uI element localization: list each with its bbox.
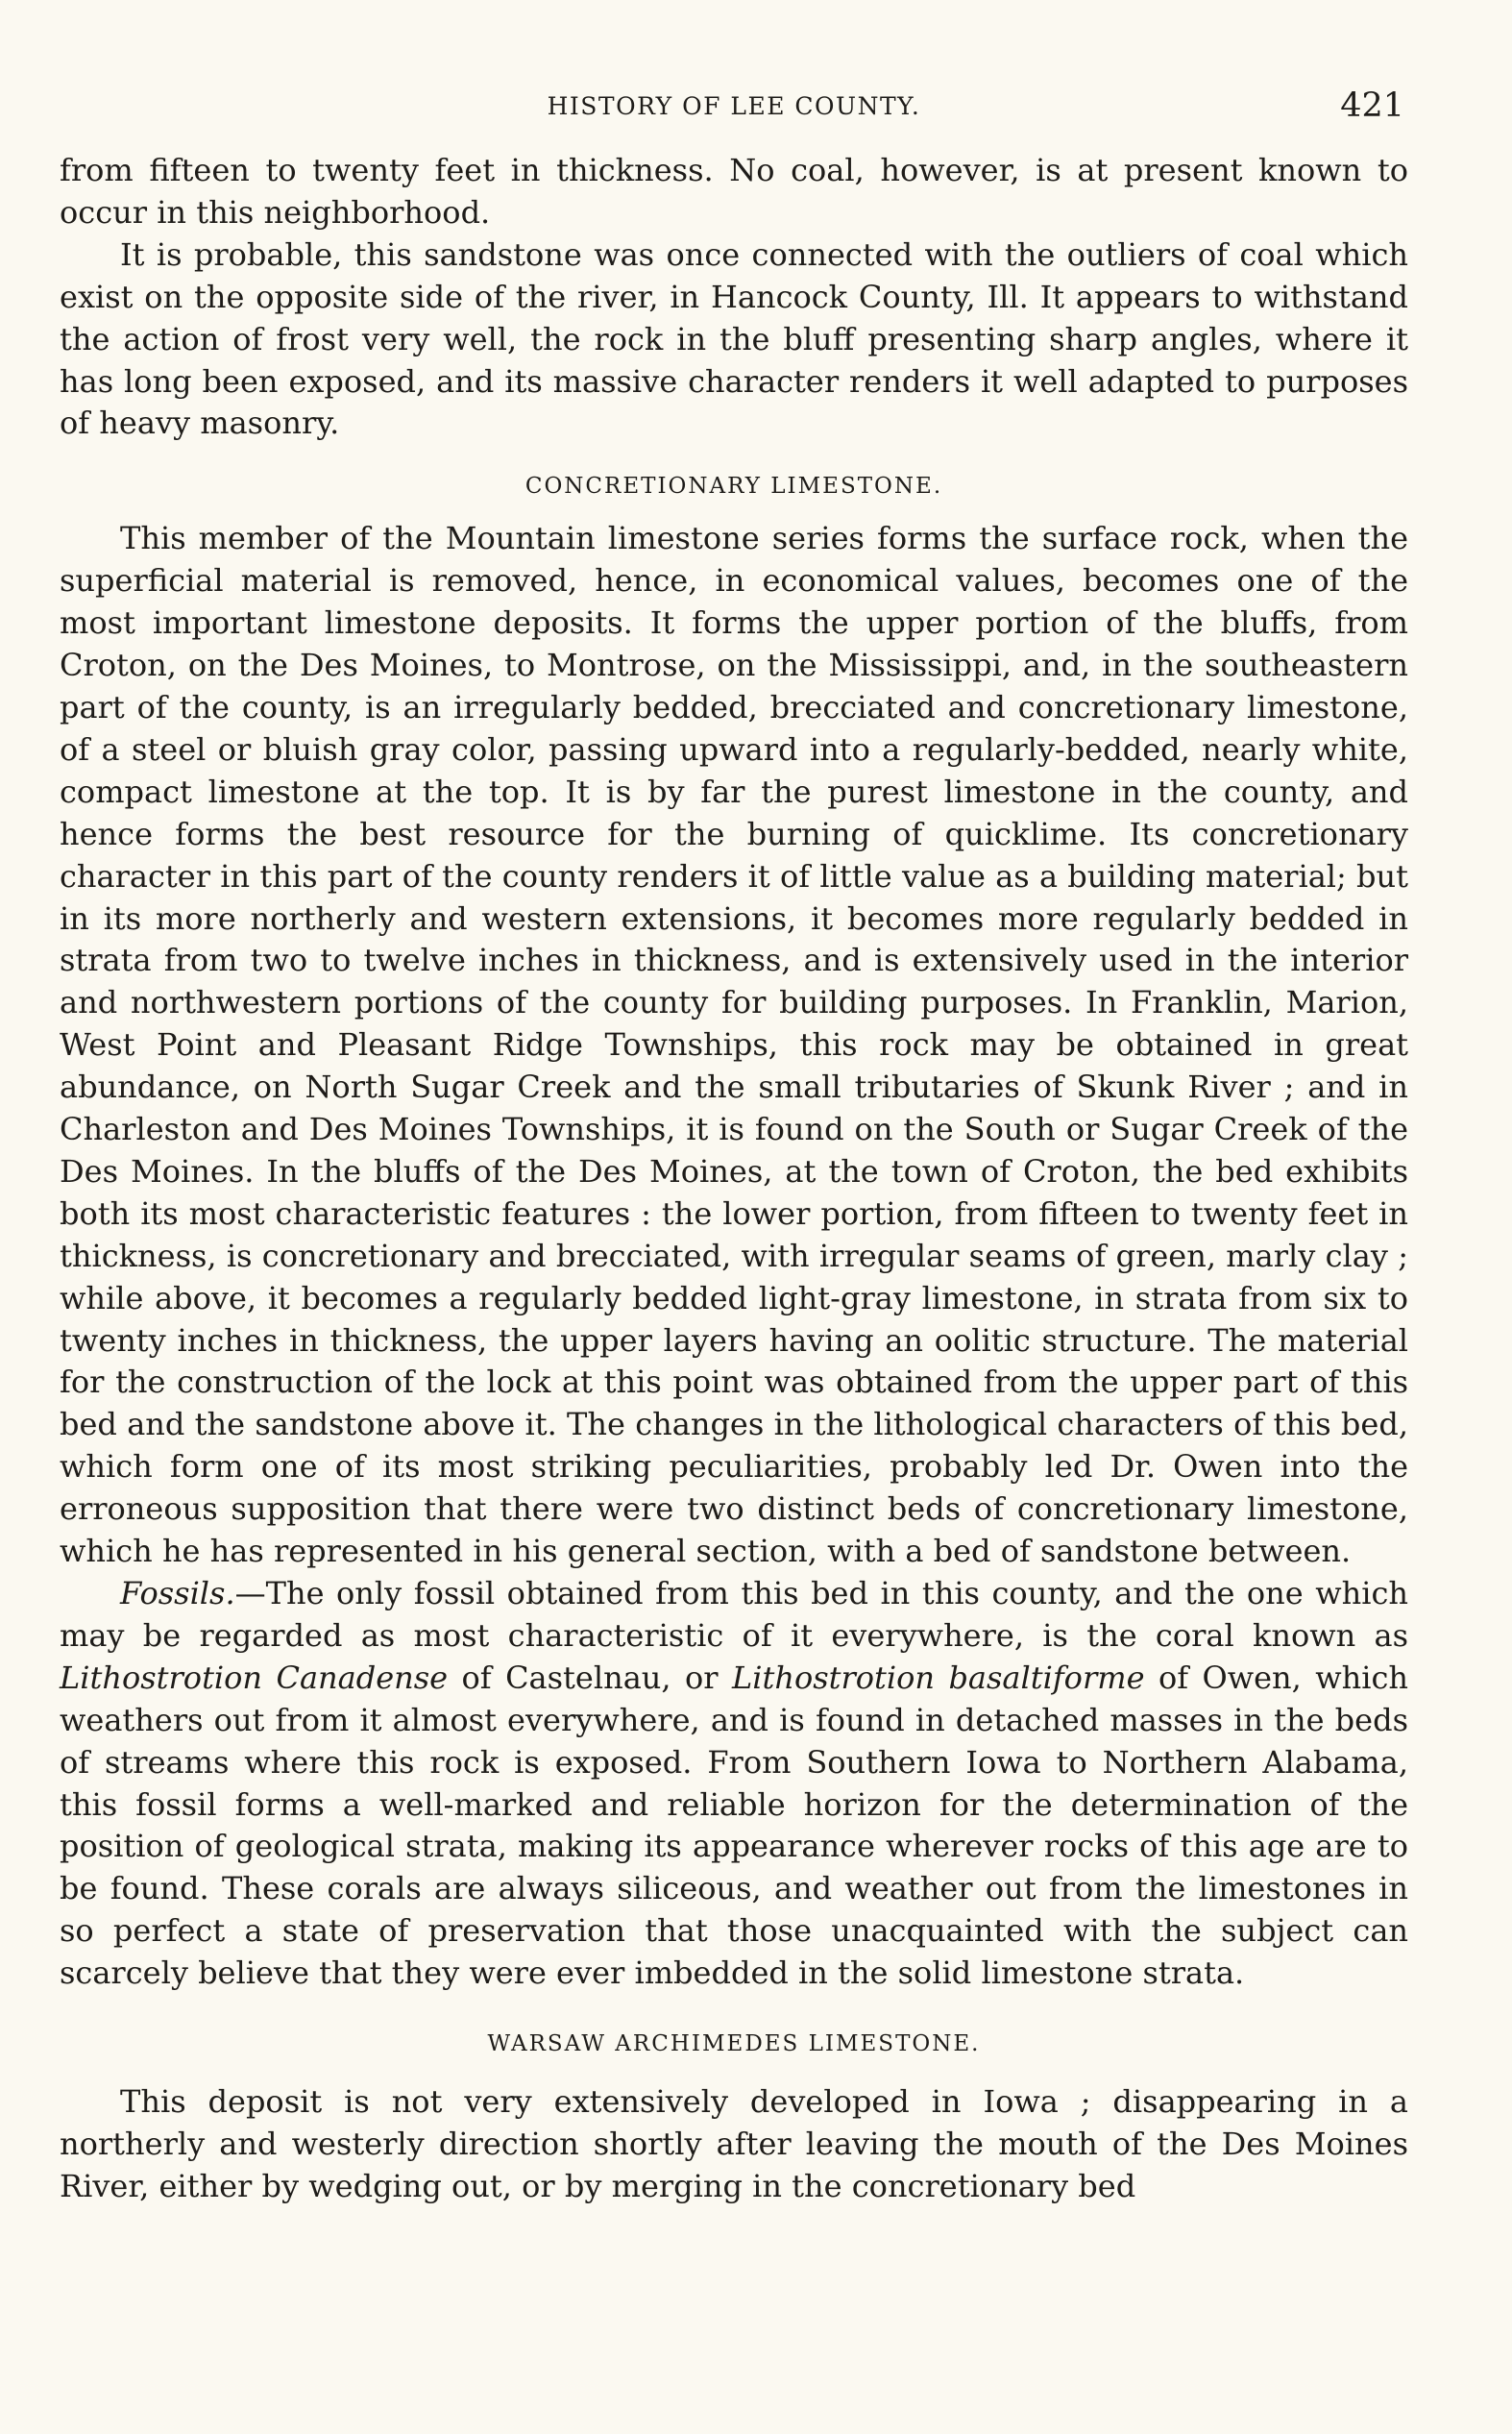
fossils-lead: Fossils.: [120, 1575, 235, 1611]
species-name-canadense: Lithostrotion Canadense: [60, 1659, 449, 1696]
section-heading-concretionary: CONCRETIONARY LIMESTONE.: [524, 474, 943, 500]
species-name-basaltiforme: Lithostrotion basaltiforme: [731, 1659, 1145, 1696]
fossils-text-a: —The only fossil obtained from this bed in this county, and the one which may be regarded as most characteristic of it everywhere, is the coral known as: [60, 1575, 1408, 1654]
paragraph-concretionary-limestone: This member of the Mountain limestone series forms the surface rock, when the superficial material is removed, hence, in economical values, becomes one of the most important limestone deposits. It forms the upper portion of the bluffs, from Croton, on the Des Moines, to Montrose, on the Mississippi, and, in the southeastern part of the county, is an irregularly bedded, brecciated and concretionary limestone, of a steel or bluish gray color, passing upward into a regularly-bedded, nearly white, compact limestone at the top. It is by far the purest limestone in the county, and hence forms the best resource for the burning of quicklime. Its concretionary character in this part of the county renders it of little value as a building material; but in its more northerly and western extensions, it becomes more regularly bedded in strata from two to twelve inches in thickness, and is extensively used in the interior and northwestern portions of the county for building purposes. In Franklin, Marion, West Point and Pleasant Ridge Townships, this rock may be obtained in great abundance, on North Sugar Creek and the small tributaries of Skunk River ; and in Charleston and Des Moines Townships, it is found on the South or Sugar Creek of the Des Moines. In the bluffs of the Des Moines, at the town of Croton, the bed exhibits both its most characteristic features : the lower portion, from fifteen to twenty feet in thickness, is concretionary and brecciated, with irregular seams of green, marly clay ; while above, it becomes a regularly bedded light-gray limestone, in strata from six to twenty inches in thickness, the upper layers having an oolitic structure. The material for the construction of the lock at this point was obtained from the upper part of this bed and the sandstone above it. The changes in the lithological characters of this bed, which form one of its most striking peculiarities, probably led Dr. Owen into the erroneous supposition that there were two distinct beds of concretionary limestone, which he has represented in his general section, with a bed of sandstone between.: [60, 520, 1408, 1570]
book-page: [60, 86, 1409, 2398]
fossils-text-c: of Owen, which weathers out from it almost everywhere, and is found in detached masses in the beds of streams where this rock is exposed. From Southern Iowa to Northern Alabama, this fossil forms a well-marked and reliable horizon for the determination of the position of geological strata, making its appearance wherever rocks of this age are to be found. These corals are always siliceous, and weather out from the limestones in so perfect a state of preservation that those unacquainted with the subject can scarcely believe that they were ever imbedded in the solid limestone strata.: [60, 1659, 1409, 1992]
fossils-text-b: of Castelnau, or: [448, 1659, 732, 1696]
body-text: [60, 150, 1408, 2208]
paragraph-warsaw-limestone: This deposit is not very extensively developed in Iowa ; disappearing in a northerly and westerly direction shortly after leaving the mouth of the Des Moines River, either by wedging out, or by merging in the concretionary bed: [60, 2083, 1408, 2204]
paragraph-continued: from fifteen to twenty feet in thickness. No coal, however, is at present known to occur in this neighborhood.: [60, 152, 1408, 231]
page-number: 421: [1340, 86, 1404, 125]
paragraph-fossils: [60, 1573, 1408, 1995]
running-head: [60, 86, 1408, 150]
running-title: HISTORY OF LEE COUNTY.: [547, 92, 921, 120]
section-heading-warsaw: WARSAW ARCHIMEDES LIMESTONE.: [487, 2031, 981, 2057]
paragraph-sandstone: It is probable, this sandstone was once connected with the outliers of coal which exist on the opposite side of the river, in Hancock County, Ill. It appears to withstand the action of frost very well, the rock in the bluff presenting sharp angles, where it has long been exposed, and its massive character renders it well adapted to purposes of heavy masonry.: [60, 235, 1408, 442]
